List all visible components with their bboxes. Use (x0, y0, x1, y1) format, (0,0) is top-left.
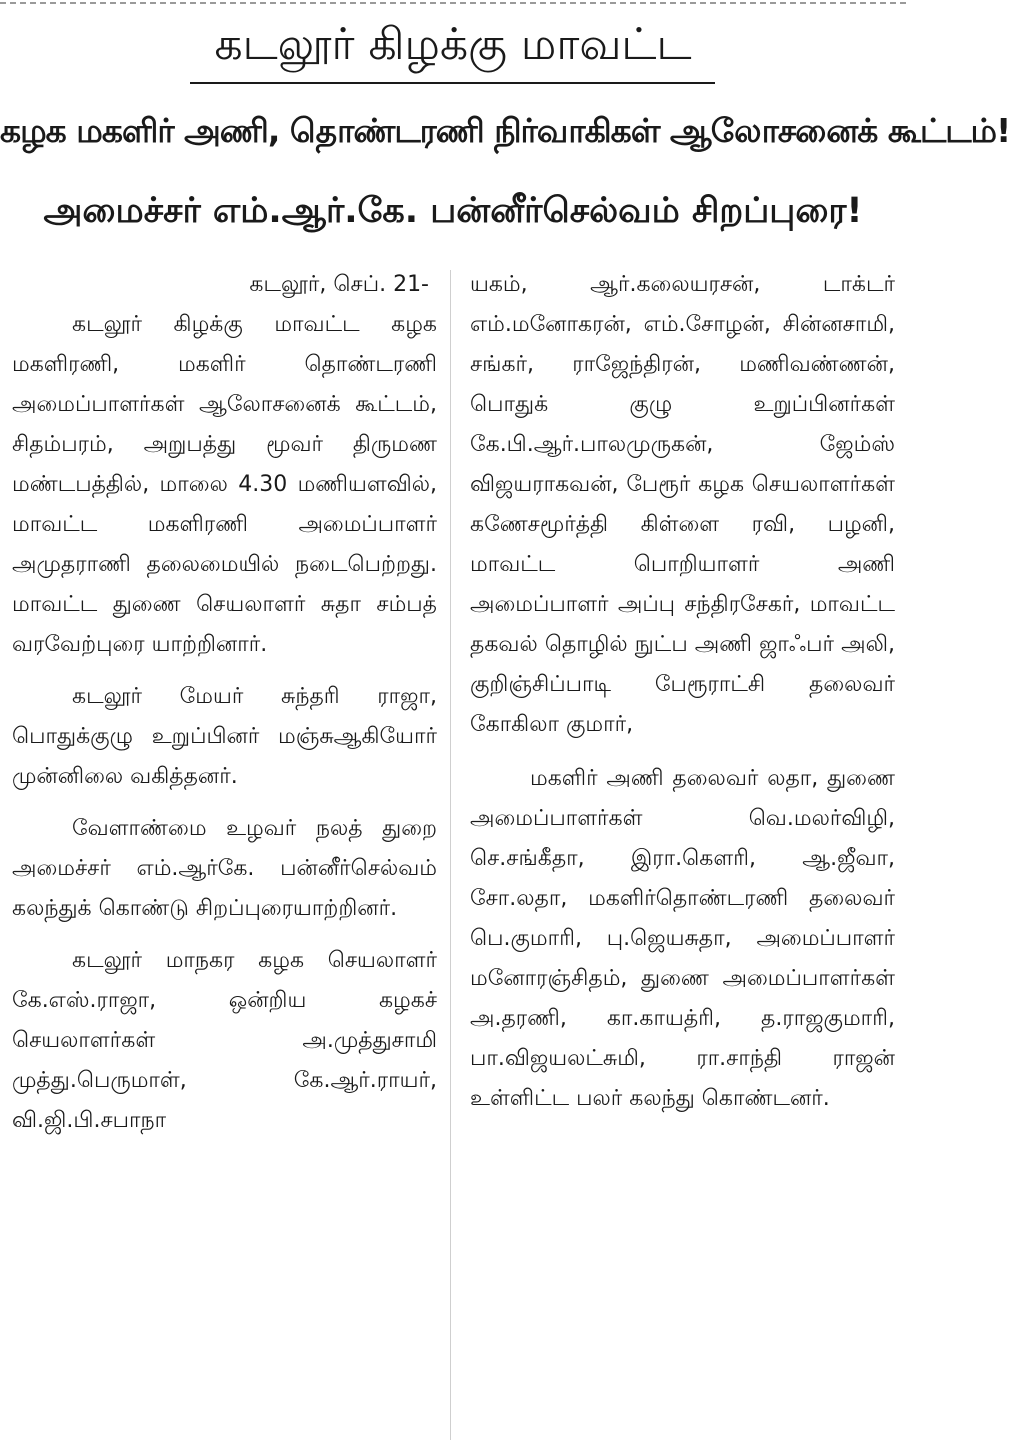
article-paragraph: கடலூர் மாநகர கழக செயலாளர் கே.எஸ்.ராஜா, ஒன்றிய கழகச் செயலாளர்கள் அ.முத்துசாமி முத்து.பெருமாள், கே.ஆர்.ராயர், வி.ஜி.பி.சபாநா (12, 948, 437, 1133)
article-dateline: கடலூர், செப். 21- (249, 272, 429, 297)
article-paragraph: யகம், ஆர்.கலையரசன், டாக்டர் எம்.மனோகரன், எம்.சோழன், சின்னசாமி, சங்கர், ராஜேந்திரன், மணிவண்ணன், பொதுக் குழு உறுப்பினர்கள் கே.பி.ஆர்.பாலமுருகன், ஜேம்ஸ் விஜயராகவன், பேரூர் கழக செயலாளர்கள் கணேசமூர்த்தி கிள்ளை ரவி, பழனி, மாவட்ட பொறியாளர் அணி அமைப்பாளர் அப்பு சந்திரசேகர், மாவட்ட தகவல் தொழில் நுட்ப அணி ஜாஃபர் அலி, குறிஞ்சிப்பாடி பேரூராட்சி தலைவர் கோகிலா குமார், (470, 272, 895, 737)
article-kicker: கடலூர் கிழக்கு மாவட்ட (214, 19, 692, 70)
article-column-left (12, 265, 437, 1141)
article-paragraph: கடலூர் கிழக்கு மாவட்ட கழக மகளிரணி, மகளிர் தொண்டரணி அமைப்பாளர்கள் ஆலோசனைக் கூட்டம், சிதம்பரம், அறுபத்து மூவர் திருமண மண்டபத்தில், மாலை 4.30 மணியளவில், மாவட்ட மகளிரணி அமைப்பாளர் அமுதராணி தலைமையில் நடைபெற்றது. மாவட்ட துணை செயலாளர் சுதா சம்பத் வரவேற்புரை யாற்றினார். (12, 312, 437, 657)
article-paragraph: கடலூர் மேயர் சுந்தரி ராஜா, பொதுக்குழு உறுப்பினர் மஞ்சுஆகியோர் முன்னிலை வகித்தனர். (12, 684, 437, 789)
article-paragraph: மகளிர் அணி தலைவர் லதா, துணை அமைப்பாளர்கள் வெ.மலர்விழி, செ.சங்கீதா, இரா.கௌரி, ஆ.ஜீவா, சோ.லதா, மகளிர்தொண்டரணி தலைவர் பெ.குமாரி, பு.ஜெயசுதா, அமைப்பாளர் மனோரஞ்சிதம், துணை அமைப்பாளர்கள் அ.தரணி, கா.காயத்ரி, த.ராஜகுமாரி, பா.விஜயலட்சுமி, ரா.சாந்தி ராஜன் உள்ளிட்ட பலர் கலந்து கொண்டனர். (470, 766, 895, 1111)
kicker-underline (190, 82, 715, 84)
clipping-cut-edge (0, 2, 906, 4)
article-headline: கழக மகளிர் அணி, தொண்டரணி நிர்வாகிகள் ஆலோசனைக் கூட்டம்! (0, 111, 1010, 150)
column-divider (450, 270, 451, 1440)
article-column-right (470, 265, 895, 1119)
article-paragraph: வேளாண்மை உழவர் நலத் துறை அமைச்சர் எம்.ஆர்கே. பன்னீர்செல்வம் கலந்துக் கொண்டு சிறப்புரையாற்றினர். (12, 816, 437, 921)
article-subhead: அமைச்சர் எம்.ஆர்.கே. பன்னீர்செல்வம் சிறப்புரை! (43, 191, 863, 231)
